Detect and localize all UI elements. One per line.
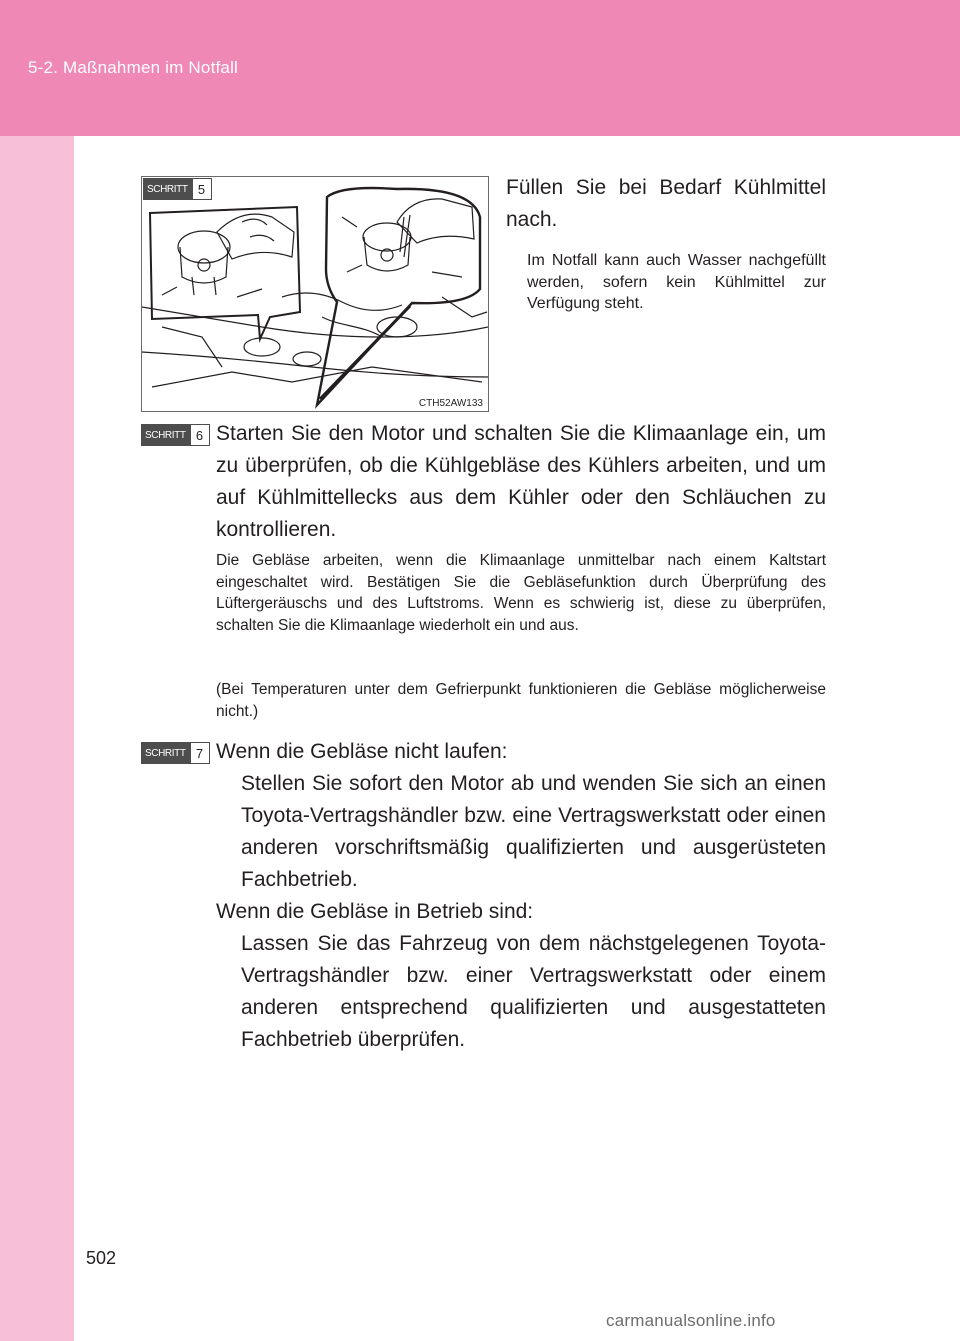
step-7-case2-text: Lassen Sie das Fahrzeug von dem nächstgelegenen Toyota-Vertragshändler bzw. einer Vertragswerkstatt oder einem anderen entsprechend qualifizierten und ausgestatteten Fachbetrieb überprüfen.	[241, 932, 826, 1051]
step-number: 5	[192, 178, 212, 200]
step-7-case1-text: Stellen Sie sofort den Motor ab und wenden Sie sich an einen Toyota-Vertragshändler bzw. eine Vertragswerkstatt oder einen anderen vorschriftsmäßig qualifizierten und ausgerüsteten Fachbetrieb.	[241, 772, 826, 891]
step-label: SCHRITT	[141, 424, 190, 446]
step-5-instruction: Füllen Sie bei Bedarf Kühlmittel nach.	[506, 176, 826, 231]
step-badge-6	[141, 424, 210, 446]
page-number: 502	[86, 1248, 117, 1268]
step-badge-7	[141, 742, 210, 764]
step-label: SCHRITT	[143, 178, 192, 200]
engine-bay-drawing	[142, 177, 488, 411]
step-badge-5	[143, 178, 212, 200]
step-6-instruction: Starten Sie den Motor und schalten Sie die Klimaanlage ein, um zu überprüfen, ob die Kühlgebläse des Kühlers arbeiten, und um auf Kühlmittellecks aus dem Kühler oder den Schläuchen zu kontrollieren.	[216, 422, 826, 541]
step-6-note-temperature: (Bei Temperaturen unter dem Gefrierpunkt funktionieren die Gebläse möglicherweise nicht.)	[216, 681, 826, 720]
watermark: carmanualsonline.info	[606, 1311, 776, 1330]
page-side-tab	[0, 136, 74, 1341]
figure-code: CTH52AW133	[418, 398, 483, 409]
section-title: 5-2. Maßnahmen im Notfall	[28, 58, 239, 77]
step-5-note: Im Notfall kann auch Wasser nachgefüllt werden, sofern kein Kühlmittel zur Verfügung steht.	[527, 252, 826, 312]
step-7-case2-title: Wenn die Gebläse in Betrieb sind:	[216, 900, 534, 923]
step-number: 6	[190, 424, 210, 446]
page-header	[0, 0, 960, 136]
step-label: SCHRITT	[141, 742, 190, 764]
step-6-note: Die Gebläse arbeiten, wenn die Klimaanlage unmittelbar nach einem Kaltstart eingeschaltet wird. Bestätigen Sie die Gebläsefunktion durch Überprüfung des Lüftergeräuschs und des Luftstroms. Wenn es schwierig ist, diese zu überprüfen, schalten Sie die Klimaanlage wiederholt ein und aus.	[216, 552, 826, 634]
step-7-case1-title: Wenn die Gebläse nicht laufen:	[216, 740, 508, 763]
step-number: 7	[190, 742, 210, 764]
coolant-refill-illustration	[141, 176, 489, 412]
